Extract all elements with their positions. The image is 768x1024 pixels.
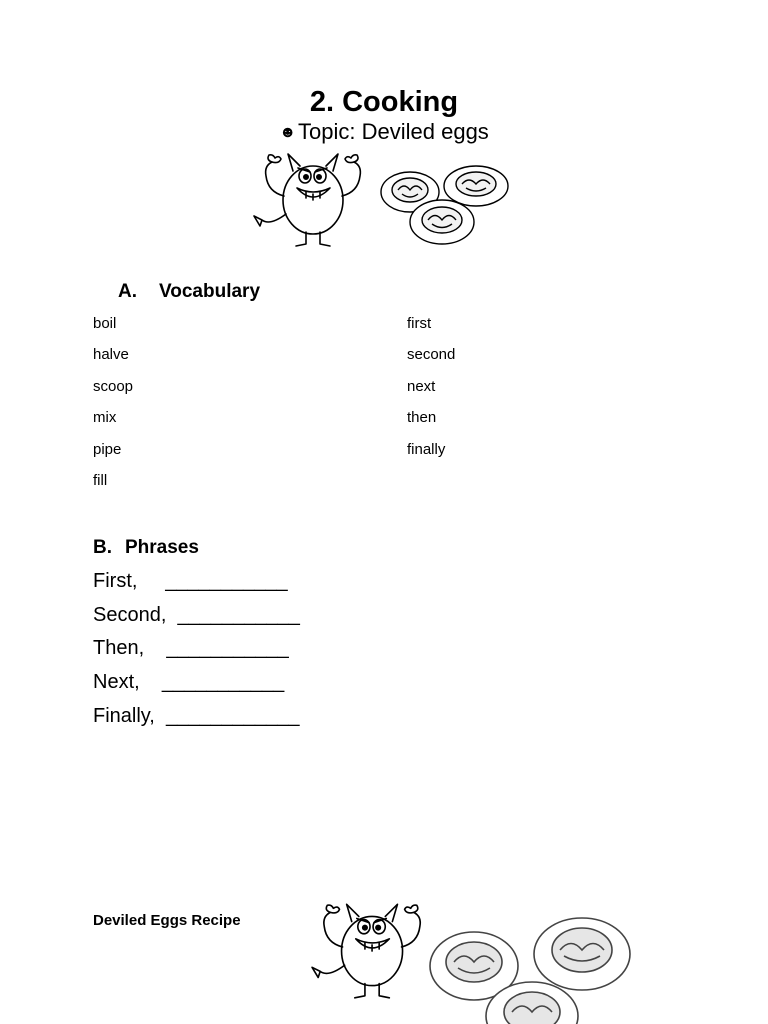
deviled-eggs-illustration bbox=[380, 164, 512, 248]
vocab-word: then bbox=[407, 409, 437, 426]
topic-subtitle bbox=[0, 119, 768, 145]
phrase-line: Second, ___________ bbox=[93, 604, 300, 626]
phrase-line: Next, ___________ bbox=[93, 671, 285, 693]
vocab-word: pipe bbox=[93, 441, 122, 458]
vocab-word: mix bbox=[93, 409, 117, 426]
devil-egg-mascot-illustration-large bbox=[308, 896, 430, 1002]
phrase-line: Finally, ____________ bbox=[93, 705, 300, 727]
deviled-eggs-illustration-large bbox=[428, 912, 634, 1024]
vocab-word: scoop bbox=[93, 378, 134, 395]
topic-text: Topic: Deviled eggs bbox=[298, 119, 489, 144]
section-number: A. bbox=[118, 281, 137, 302]
page-title: 2. Cooking bbox=[309, 86, 459, 118]
section-number: B. bbox=[93, 537, 112, 558]
section-heading-text: Vocabulary bbox=[159, 281, 261, 302]
vocab-word: second bbox=[407, 346, 456, 363]
devil-egg-mascot-illustration bbox=[250, 146, 370, 250]
phrase-line: Then, ___________ bbox=[93, 637, 289, 659]
phrase-line: First, ___________ bbox=[93, 570, 288, 592]
vocab-word: halve bbox=[93, 346, 129, 363]
vocab-word: first bbox=[407, 315, 432, 332]
vocab-word: boil bbox=[93, 315, 117, 332]
vocab-word: next bbox=[407, 378, 436, 395]
vocab-word: fill bbox=[93, 472, 108, 489]
section-heading-text: Phrases bbox=[125, 537, 199, 558]
vocabulary-heading bbox=[118, 281, 260, 303]
vocab-word: finally bbox=[407, 441, 446, 458]
phrases-heading bbox=[93, 537, 199, 559]
smiley-icon: ☻ bbox=[279, 124, 297, 141]
recipe-label: Deviled Eggs Recipe bbox=[93, 912, 241, 929]
